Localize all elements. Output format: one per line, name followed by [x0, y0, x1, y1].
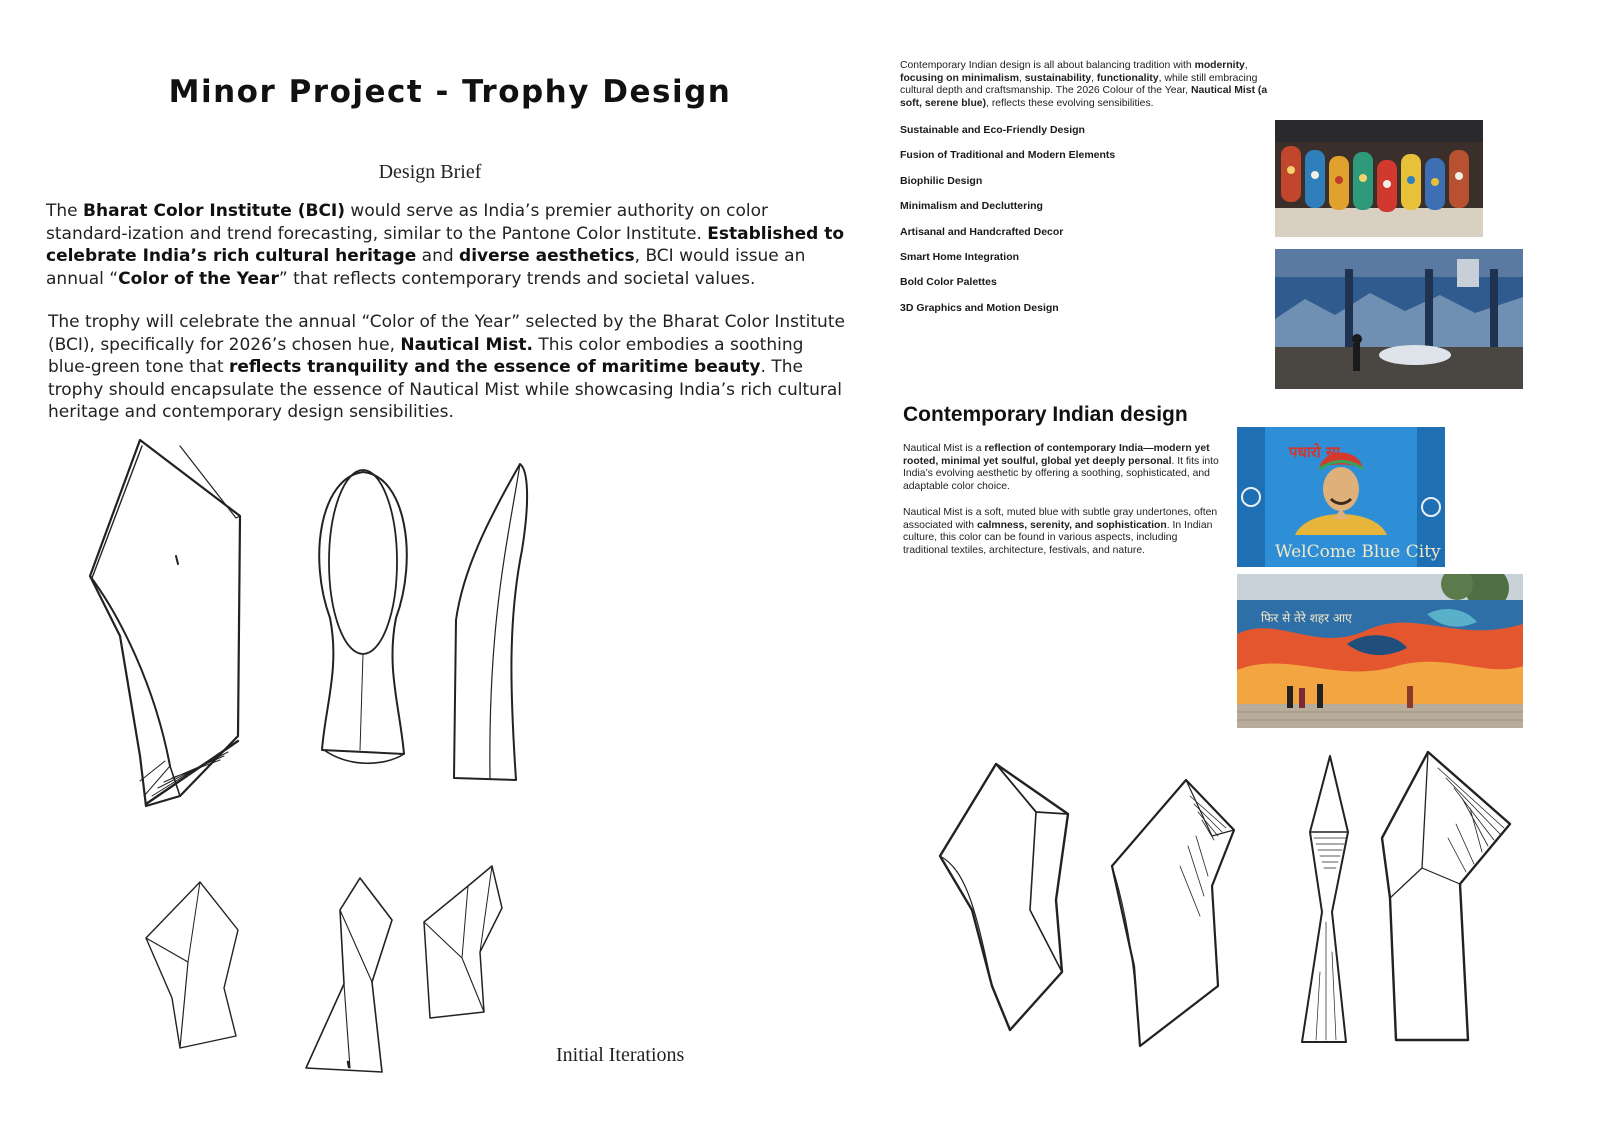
photo-colorful-footwear: [1275, 120, 1483, 237]
intro-paragraph: Contemporary Indian design is all about balancing tradition with modernity, focusing on minimalism, sustainability, functionality, while still embracing cultural depth and craftsmanship. The 2026 Colour of the Year, Nautical Mist (a soft, serene blue), reflects these evolving sensibilities.: [900, 60, 1268, 110]
mural-welcome-text: WelCome Blue City: [1275, 542, 1441, 562]
brief-paragraph-1: The Bharat Color Institute (BCI) would serve as India’s premier authority on color standard-ization and trend forecasting, similar to the Pantone Color Institute. Established to celebrate India’s rich cultural heritage and diverse aesthetics, BCI would issue an annual “Color of the Year” that reflects contemporary trends and societal values.: [46, 201, 845, 289]
trend-item: Biophilic Design: [900, 174, 983, 187]
sketch-twisted-prism: [60, 436, 300, 826]
mural-greeting: पधारो सा: [1289, 443, 1340, 461]
trend-item: Smart Home Integration: [900, 250, 1020, 263]
trend-item: Minimalism and Decluttering: [900, 200, 1043, 213]
sketch-folded-form-3: [418, 862, 518, 1032]
section-paragraph-2: Nautical Mist is a soft, muted blue with subtle gray undertones, often associated with calmness, serenity, and sophistication. In Indian culture, this color can be found in various aspects, including traditional textiles, architecture, festivals, and nature.: [903, 507, 1218, 557]
brief-paragraph-2: The trophy will celebrate the annual “Color of the Year” selected by the Bharat Color Institute (BCI), specifically for 2026’s chosen hue, Nautical Mist. This color embodies a soothing blue-green tone that reflects tranquility and the essence of maritime beauty. The trophy should encapsulate the essence of Nautical Mist while showcasing India’s rich cultural heritage and contemporary design sensibilities.: [48, 312, 845, 422]
trend-item: Sustainable and Eco-Friendly Design: [900, 124, 1085, 136]
section-title: Contemporary Indian design: [903, 403, 1188, 426]
trend-item: 3D Graphics and Motion Design: [900, 301, 1059, 314]
photo-ghat-wall-mural: [1237, 574, 1523, 728]
sketch-angular-block-3: [1376, 748, 1516, 1048]
section-paragraph-1: Nautical Mist is a reflection of contemporary India—modern yet rooted, minimal yet soulful, global yet deeply personal. It fits into India’s evolving aesthetic by offering a soothing, sophisticated, and adaptable color choice.: [903, 443, 1219, 493]
design-brief-heading: Design Brief: [378, 161, 482, 183]
sketch-angular-block-2: [1108, 776, 1238, 1056]
trend-list: [900, 124, 1260, 327]
iterations-caption: Initial Iterations: [556, 1044, 685, 1066]
trend-item: Fusion of Traditional and Modern Elements: [900, 149, 1116, 162]
page-title: Minor Project - Trophy Design: [168, 74, 732, 110]
sketch-folded-form-1: [140, 878, 260, 1068]
photo-blue-wall-street: [1275, 249, 1523, 389]
wall-mural-text: फिर से तेरे शहर आए: [1261, 611, 1352, 625]
trend-item: Bold Color Palettes: [900, 276, 997, 289]
sketch-folded-form-2: [300, 872, 410, 1082]
photo-welcome-blue-city-mural: [1237, 427, 1445, 567]
sketch-ellipse-vase: [300, 468, 430, 798]
trend-item: Artisanal and Handcrafted Decor: [900, 225, 1064, 238]
sketch-angular-block-1: [936, 760, 1076, 1040]
sketch-horn: [448, 460, 538, 800]
sketch-obelisk: [1296, 752, 1376, 1052]
